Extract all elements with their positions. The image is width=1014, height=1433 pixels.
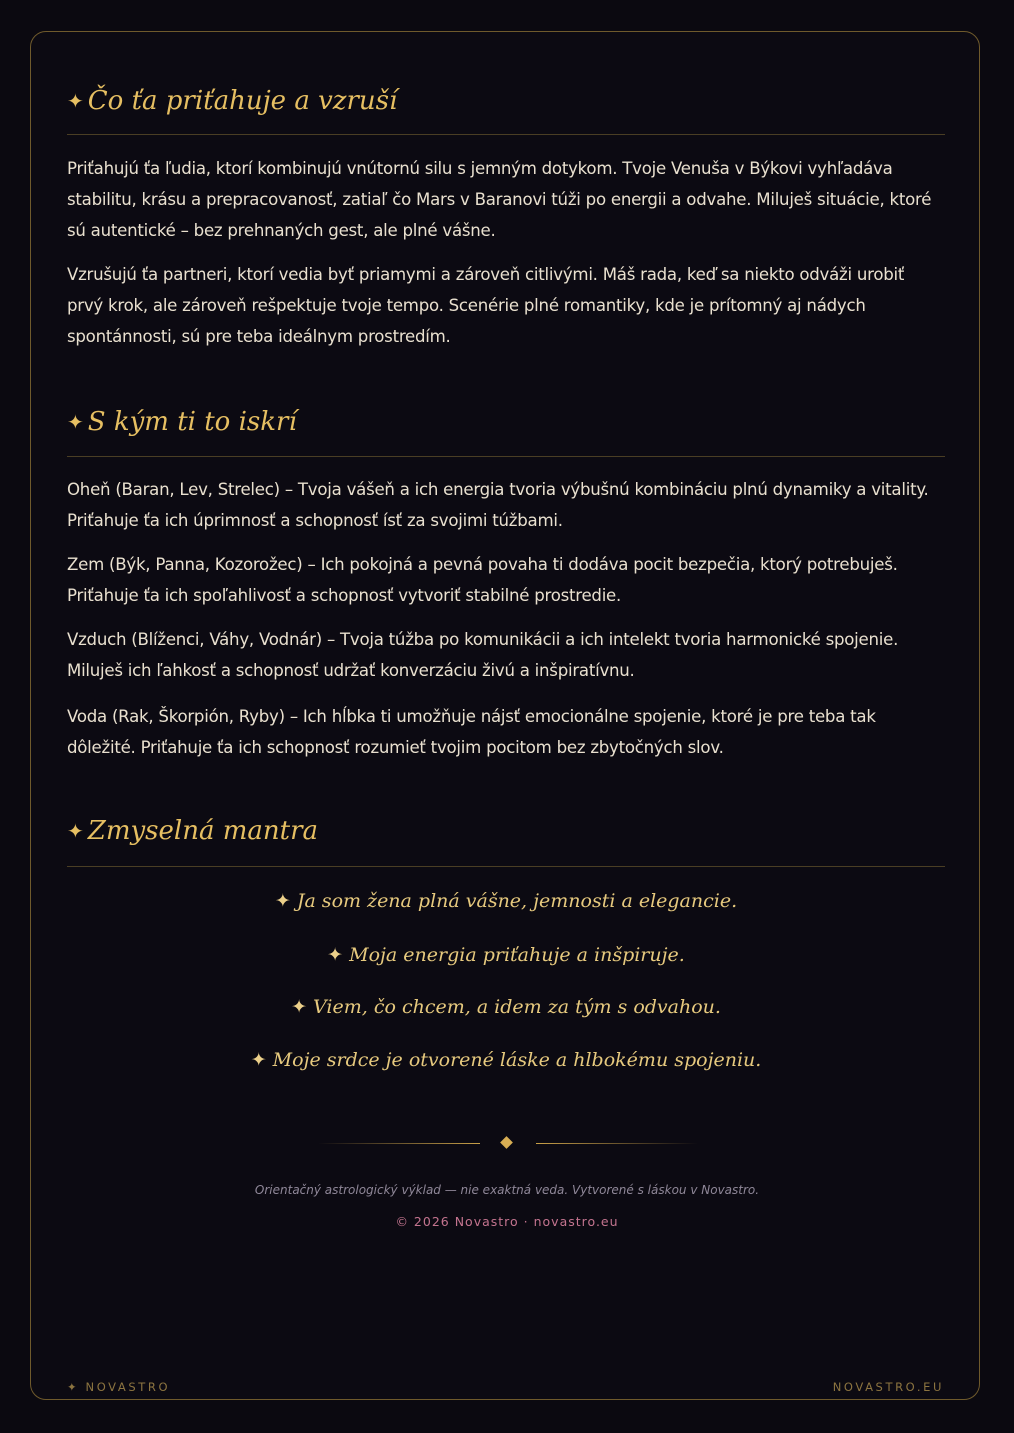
mantra-text: Moje srdce je otvorené láske a hlbokému spojeniu. bbox=[272, 1049, 762, 1071]
disclaimer-note: Orientačný astrologický výklad — nie exaktná veda. Vytvorené s láskou v Novastro. bbox=[254, 1183, 760, 1197]
mantra-text: Moja energia priťahuje a inšpiruje. bbox=[349, 944, 685, 966]
section-divider bbox=[67, 456, 945, 457]
mantra-line bbox=[67, 888, 945, 914]
paragraph-water: Voda (Rak, Škorpión, Ryby) – Ich hĺbka ti umožňuje nájsť emocionálne spojenie, ktoré je pre teba tak dôležité. Priťahuje ťa ich schopnosť rozumieť tvojim pocitom bez zbytočných slov. bbox=[67, 707, 876, 757]
mantra-text: Ja som žena plná vášne, jemnosti a elegancie. bbox=[296, 890, 738, 912]
sparkle-icon: ✦ bbox=[274, 890, 291, 912]
section-title-compatibility bbox=[67, 405, 945, 440]
section-title-attraction bbox=[67, 84, 945, 119]
section-divider bbox=[67, 866, 945, 867]
brand-mark-left: ✦ NOVASTRO bbox=[67, 1380, 171, 1394]
mantra-text: Viem, čo chcem, a idem za tým s odvahou. bbox=[313, 996, 721, 1018]
divider-line-left bbox=[318, 1143, 480, 1144]
paragraph: Vzrušujú ťa partneri, ktorí vedia byť priamymi a zároveň citlivými. Máš rada, keď sa niekto odváži urobiť prvý krok, ale zároveň rešpektuje tvoje tempo. Scenérie plné romantiky, kde je prítomný aj nádych spontánnosti, sú pre teba ideálnym prostredím. bbox=[67, 265, 905, 346]
copyright-text: © 2026 Novastro · novastro.eu bbox=[395, 1214, 619, 1229]
sparkle-icon: ✦ bbox=[327, 944, 344, 966]
section-divider bbox=[67, 134, 945, 135]
section-title-text: S kým ti to iskrí bbox=[87, 407, 297, 437]
paragraph-earth: Zem (Býk, Panna, Kozorožec) – Ich pokojná a pevná povaha ti dodáva pocit bezpečia, ktorý potrebuješ. Priťahuje ťa ich spoľahlivosť a schopnosť vytvoriť stabilné prostredie. bbox=[67, 555, 898, 605]
mantra-line bbox=[67, 942, 945, 968]
section-title-text: Čo ťa priťahuje a vzruší bbox=[87, 86, 398, 116]
sparkle-icon: ✦ bbox=[67, 410, 84, 434]
ornamental-divider bbox=[318, 1134, 698, 1154]
paragraph: Priťahujú ťa ľudia, ktorí kombinujú vnútornú silu s jemným dotykom. Tvoje Venuša v Býkovi vyhľadáva stabilitu, krásu a prepracovanosť, zatiaľ čo Mars v Baranovi túži po energii a odvahe. Miluješ situácie, ktoré sú autentické – bez prehnaných gest, ale plné vášne. bbox=[67, 159, 932, 240]
divider-line-right bbox=[536, 1143, 698, 1144]
sparkle-icon: ✦ bbox=[250, 1049, 267, 1071]
diamond-icon bbox=[500, 1136, 513, 1149]
paragraph-fire: Oheň (Baran, Lev, Strelec) – Tvoja vášeň a ich energia tvoria výbušnú kombináciu plnú dynamiky a vitality. Priťahuje ťa ich úprimnosť a schopnosť ísť za svojimi túžbami. bbox=[67, 480, 929, 530]
mantra-line bbox=[67, 994, 945, 1020]
sparkle-icon: ✦ bbox=[67, 89, 84, 113]
sparkle-icon: ✦ bbox=[291, 996, 307, 1018]
section-title-text: Zmyselná mantra bbox=[87, 816, 319, 846]
mantra-line bbox=[67, 1047, 945, 1073]
sparkle-icon: ✦ bbox=[67, 819, 84, 843]
section-title-mantra bbox=[67, 814, 945, 849]
site-url-right: NOVASTRO.EU bbox=[832, 1380, 944, 1394]
paragraph-air: Vzduch (Blíženci, Váhy, Vodnár) – Tvoja túžba po komunikácii a ich intelekt tvoria harmonické spojenie. Miluješ ich ľahkosť a schopnosť udržať konverzáciu živú a inšpiratívnu. bbox=[67, 630, 899, 680]
